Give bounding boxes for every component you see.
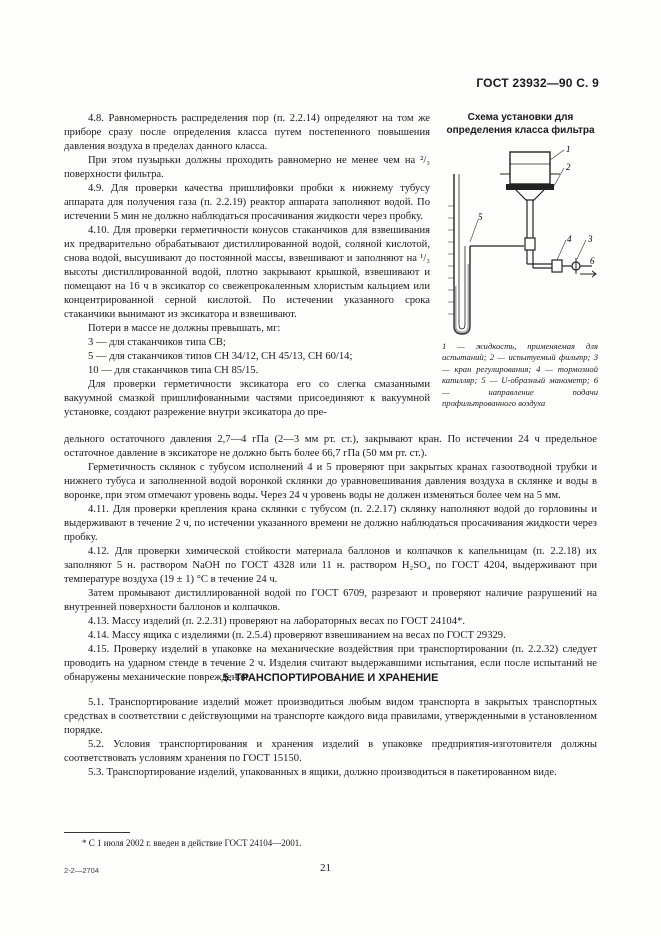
- page-header: ГОСТ 23932—90 С. 9: [476, 76, 599, 90]
- page-number: 21: [320, 862, 331, 874]
- paragraph-4-11: 4.11. Для проверки крепления крана склянки с тубусом (п. 2.2.17) склянку наполняют водой до горловины и выдерживают в течение 2 ч, по истечении указанного времени не должно наблюдаться просачивания жидкости через пробку.: [64, 504, 597, 543]
- figure-title: [444, 111, 597, 137]
- paragraph-rinse: Затем промывают дистиллированной водой по ГОСТ 6709, разрезают и проверяют наличие разрушений на внутренней поверхности баллонов и колпачков.: [64, 588, 597, 613]
- paragraph-jar-tightness: Герметичность склянок с тубусом исполнений 4 и 5 проверяют при закрытых кранах газоотводной трубки и нижнего тубуса и заполненной водой воронкой склянки до уравновешивания давления воздуха в склянке и воды в воронке, при этом отмечают уровень воды. Через 24 ч уровень воды не должен изменяться более чем на 5 мм.: [64, 462, 597, 501]
- filter-setup-diagram: [440, 146, 600, 336]
- figure-title-line1: Схема установки для: [467, 112, 574, 123]
- paragraph-mass-loss: Потери в массе не должны превышать, мг:: [88, 323, 281, 334]
- print-code: 2-2—2704: [64, 866, 100, 875]
- paragraph-4-10: 4.10. Для проверки герметичности конусов стаканчиков для взвешивания их предварительно обрабатывают дистиллированной водой, соляной кислотой, снова водой, высушивают до постоянной массы, взвешивают и заполняют на ¹/₃ высоты дистиллированной водой, плотно закрывают крышкой, взвешивают и помещают на 16 ч в эксикатор со свежепрокаленным хлористым кальцием или концентрированной серной кислотой. По истечении указанного срока стаканчики вынимают из эксикатора и взвешивают.: [64, 225, 430, 320]
- label-1: 1: [566, 146, 571, 154]
- paragraph-desiccator-cont: дельного остаточного давления 2,7—4 гПа (2—3 мм рт. ст.), закрывают кран. По истечении 24 ч предельное остаточное давление в эксикаторе не должно быть более 66,7 гПа (50 мм рт. ст.).: [64, 434, 597, 459]
- section-5-text: [64, 696, 597, 780]
- list-item-sn85: 10 — для стаканчиков типа СН 85/15.: [88, 365, 259, 376]
- label-6: 6: [590, 256, 595, 266]
- label-2: 2: [566, 162, 571, 172]
- figure-title-line2: определения класса фильтра: [446, 125, 595, 136]
- paragraph-5-2: 5.2. Условия транспортирования и хранения изделий в упаковке предприятия-изготовителя должны соответствовать условиям хранения по ГОСТ 15150.: [64, 739, 597, 764]
- paragraph-4-8: 4.8. Равномерность распределения пор (п. 2.2.14) определяют на том же приборе сразу после определения класса путем постепенного повышения давления воздуха в пределах данного класса.: [64, 113, 430, 152]
- paragraph-5-3: 5.3. Транспортирование изделий, упакованных в ящики, должно производиться в пакетированном виде.: [88, 767, 557, 778]
- full-width-text: [64, 433, 597, 685]
- list-item-sv: 3 — для стаканчиков типа СВ;: [88, 337, 226, 348]
- label-5: 5: [478, 212, 483, 222]
- paragraph-4-12: 4.12. Для проверки химической стойкости материала баллонов и колпачков к капельницам (п. 2.2.18) их заполняют 5 н. раствором NaOH по ГОСТ 4328 или 11 н. раствором H₂SO₄ по ГОСТ 4204, выдерживают при температуре воздуха (19 ± 1) °С в течение 24 ч.: [64, 546, 597, 585]
- footnote-rule: [64, 832, 130, 833]
- footnote: * С 1 июля 2002 г. введен в действие ГОСТ 24104—2001.: [82, 838, 302, 848]
- label-4: 4: [567, 234, 572, 244]
- paragraph-4-13: 4.13. Массу изделий (п. 2.2.31) проверяют на лабораторных весах по ГОСТ 24104*.: [88, 616, 465, 627]
- label-3: 3: [588, 234, 593, 244]
- paragraph-5-1: 5.1. Транспортирование изделий может производиться любым видом транспорта в закрытых транспортных средствах в соответствии с действующими на транспорте каждого вида правилами, утвержденными в установленном порядке.: [64, 697, 597, 736]
- section-title: 5. ТРАНСПОРТИРОВАНИЕ И ХРАНЕНИЕ: [222, 672, 439, 684]
- paragraph-4-15: 4.15. Проверку изделий в упаковке на механические воздействия при транспортировании (п. 2.2.32) следует проводить на ударном стенде в течение 2 ч. Изделия считают выдержавшими испытания, если после испытаний не обнаружены механические повреждения.: [64, 644, 597, 683]
- left-column: [64, 112, 430, 420]
- paragraph-desiccator: Для проверки герметичности эксикатора его со слегка смазанными вакуумной смазкой пришлифованными частями присоединяют к вакуумной установке, создают разрежение внутри эксикатора до пре-: [64, 379, 430, 418]
- list-item-sn: 5 — для стаканчиков типов СН 34/12, СН 45/13, СН 60/14;: [88, 351, 353, 362]
- paragraph-4-9: 4.9. Для проверки качества пришлифовки пробки к нижнему тубусу аппарата для получения газа (п. 2.2.19) реактор аппарата заполняют водой. По истечении 5 мин не должно наблюдаться просачивания жидкости через пробку.: [64, 183, 430, 222]
- paragraph-4-14: 4.14. Массу ящика с изделиями (п. 2.5.4) проверяют взвешиванием на весах по ГОСТ 29329.: [88, 630, 506, 641]
- paragraph-bubbles: При этом пузырьки должны проходить равномерно не менее чем на ²/₃ поверхности фильтра.: [64, 155, 430, 180]
- figure-caption: 1 — жидкость, применяемая для испытаний; 2 — испытуемый фильтр; 3 — кран регулирования; 4 — тормозной капилляр; 5 — U-образный манометр; 6 — направление подачи профильтрованного воздуха: [442, 341, 598, 409]
